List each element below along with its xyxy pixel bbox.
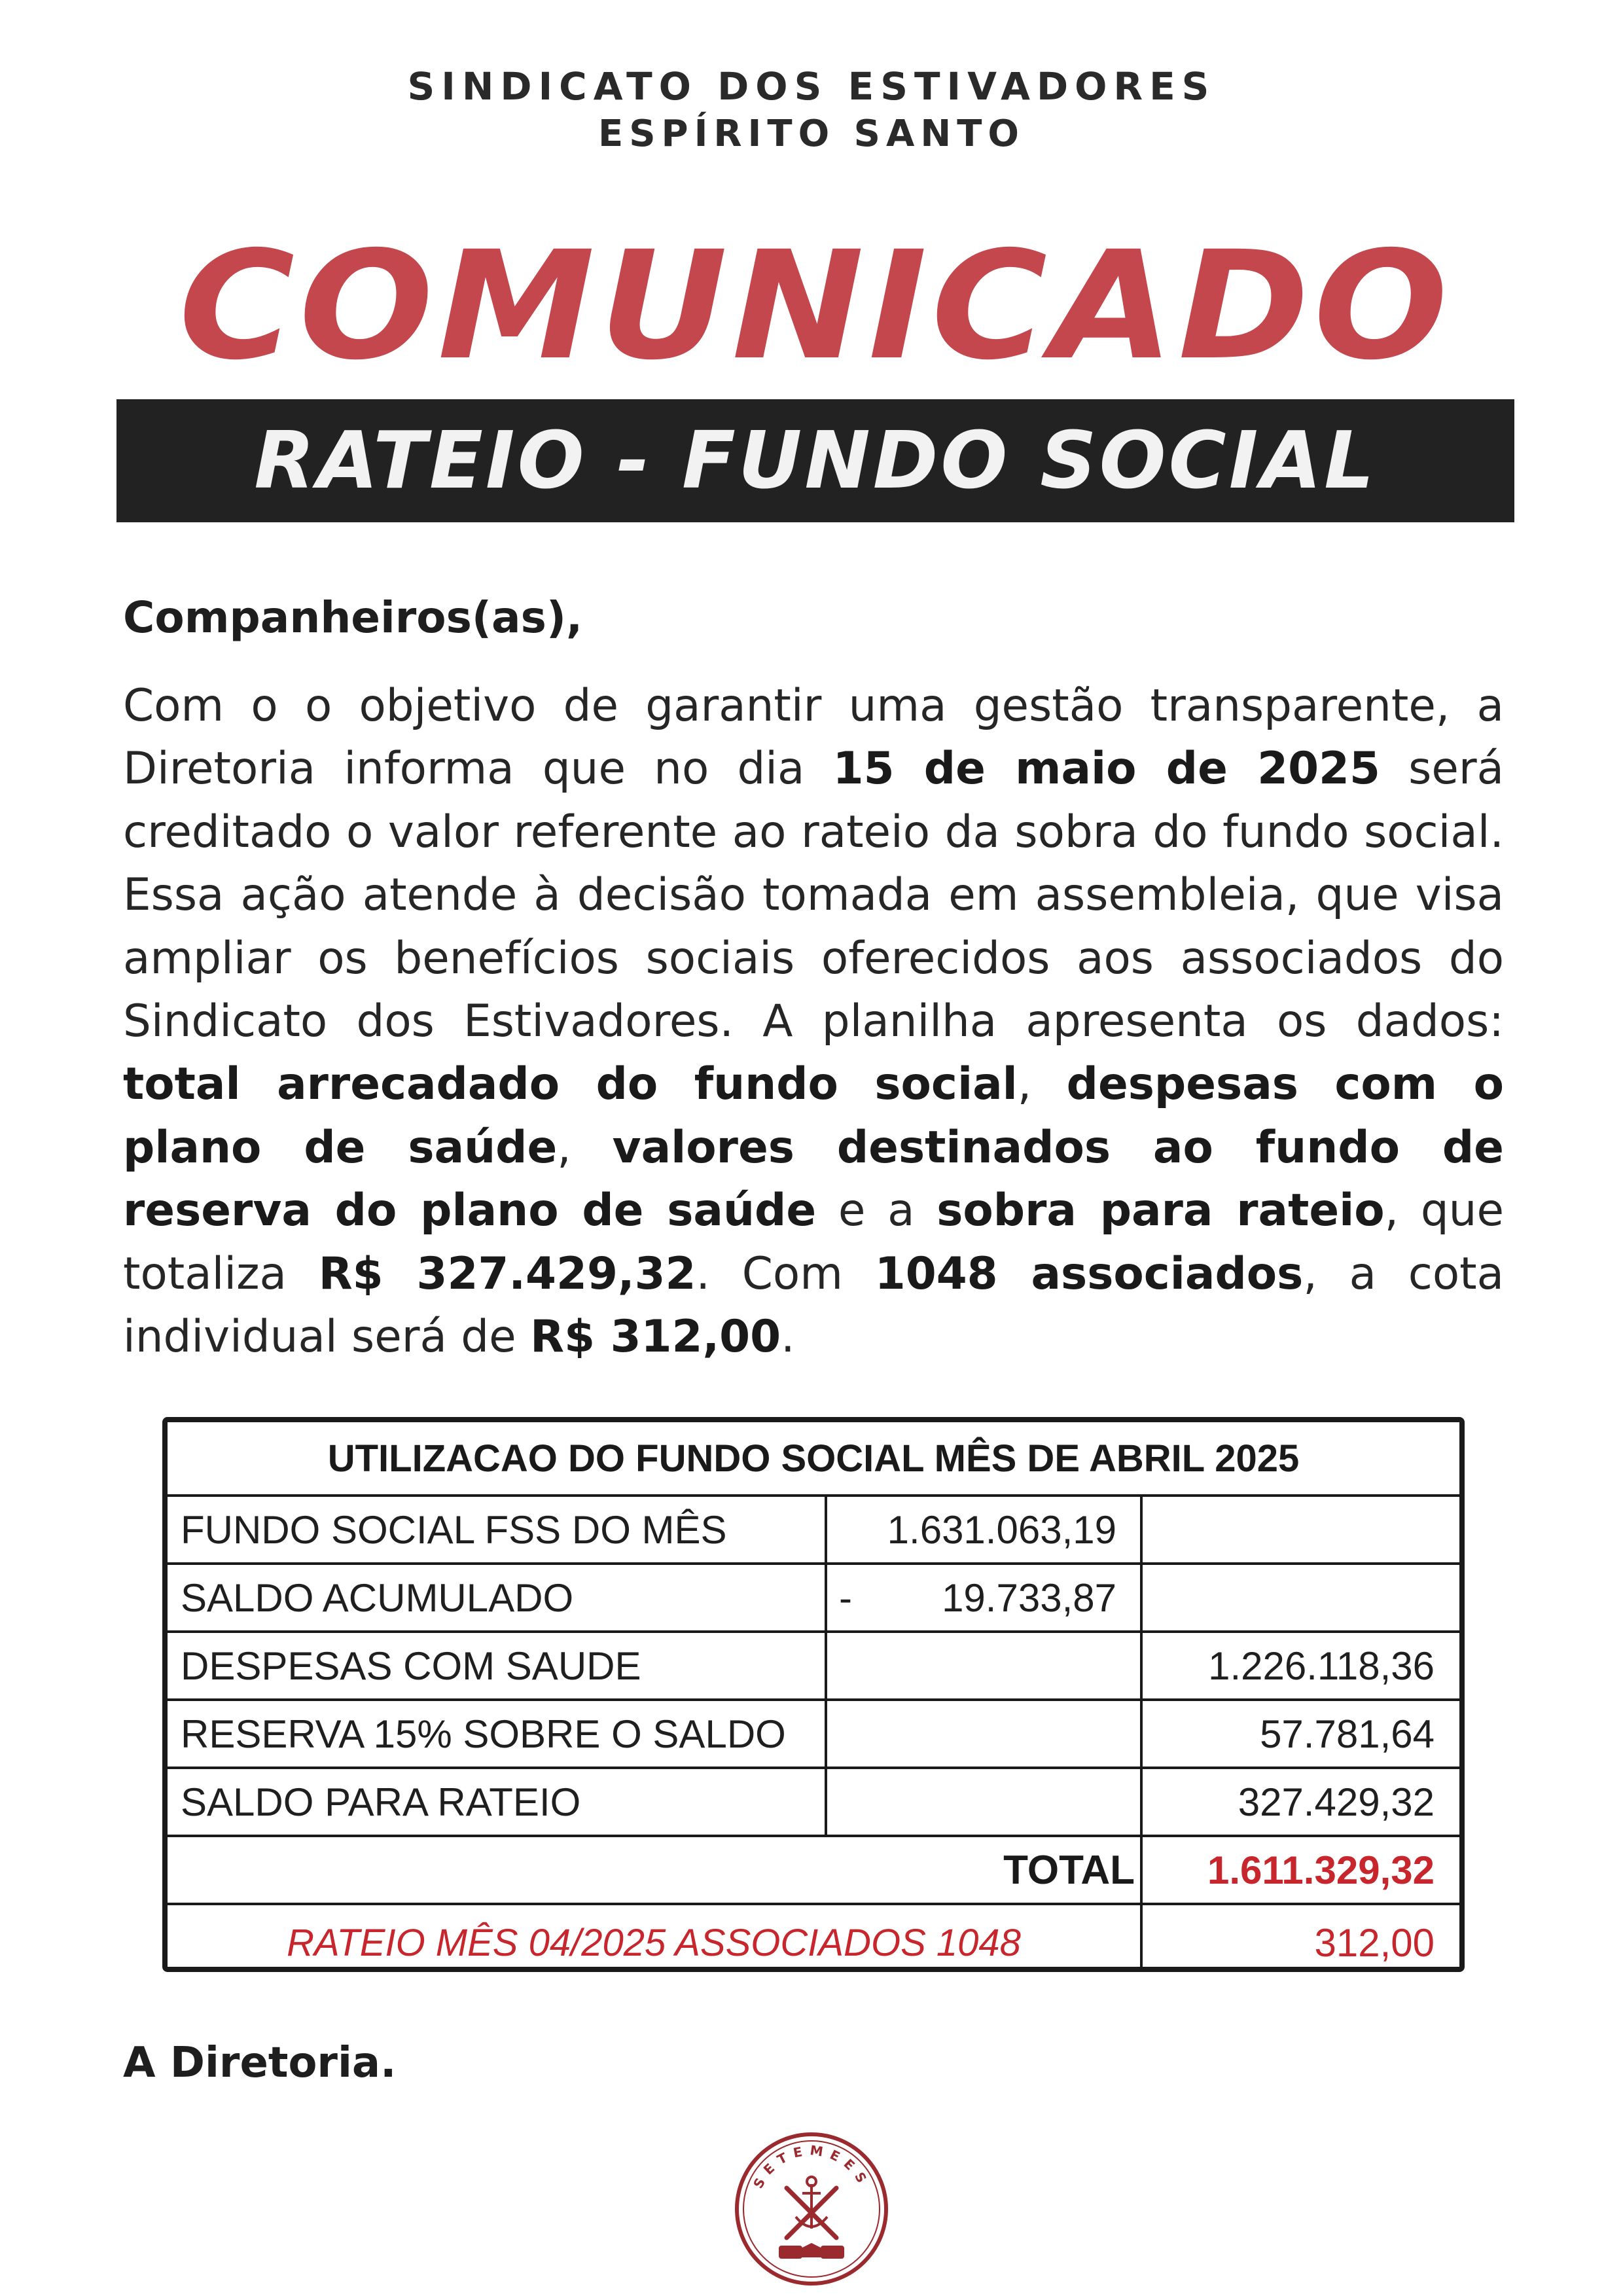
row-col2 [827,1497,1143,1562]
paragraph-bold-total: total arrecadado do fundo social [123,1058,1018,1110]
total-value: 1.611.329,32 [1207,1848,1435,1892]
value: 1.631.063,19 [887,1507,1116,1552]
sign: - [839,1575,852,1620]
table-rateio-row [168,1905,1459,1972]
paragraph-text: Com o o objetivo de garantir uma gestão transparente, a Diretoria informa que no dia [123,679,1504,795]
subtitle-banner [116,399,1514,522]
subtitle-text: RATEIO - FUNDO SOCIAL [254,415,1377,507]
total-label: TOTAL [168,1837,1143,1903]
table-row [168,1701,1459,1769]
paragraph-text: , [1017,1058,1067,1110]
table-row [168,1769,1459,1837]
row-label: DESPESAS COM SAUDE [168,1633,827,1698]
paragraph-text: , que totaliza [123,1184,1504,1299]
paragraph-text: , [557,1121,613,1173]
org-name-line1: SINDICATO DOS ESTIVADORES [407,64,1216,109]
row-label: SALDO PARA RATEIO [168,1769,827,1835]
paragraph-text: . Com [696,1247,875,1299]
org-name-line2: ESPÍRITO SANTO [597,113,1026,155]
row-col3 [1143,1565,1459,1630]
row-col2 [827,1701,1143,1767]
table-row [168,1565,1459,1633]
value: 19.733,87 [942,1575,1116,1620]
row-col3: 1.226.118,36 [1208,1643,1435,1688]
row-col3 [1143,1497,1459,1562]
row-label: FUNDO SOCIAL FSS DO MÊS [168,1497,827,1562]
union-logo [733,2130,890,2287]
table-row [168,1497,1459,1565]
table-row [168,1633,1459,1701]
fund-table [162,1417,1465,1972]
row-col3: 57.781,64 [1260,1712,1435,1756]
signoff: A Diretoria. [123,2039,397,2087]
row-col3: 327.429,32 [1238,1780,1435,1824]
body-paragraph [123,674,1504,1368]
row-col2 [827,1633,1143,1698]
row-col2 [827,1769,1143,1835]
paragraph-text: e a [816,1184,937,1236]
paragraph-bold-members: 1048 associados [874,1247,1304,1299]
page-title: COMUNICADO [179,219,1452,393]
row-col2 [827,1565,1143,1630]
paragraph-bold-date: 15 de maio de 2025 [832,742,1380,795]
row-label: RESERVA 15% SOBRE O SALDO [168,1701,827,1767]
paragraph-bold-quota: R$ 312,00 [530,1310,781,1363]
paragraph-text: será creditado o valor referente ao rateio da sobra do fundo social. Essa ação atende à decisão tomada em assembleia, que visa ampliar os benefícios sociais oferecidos aos associados do Sindicato dos Estivadores. A planilha apresenta os dados: [123,742,1504,1047]
row-label: SALDO ACUMULADO [168,1565,827,1630]
paragraph-bold-amount: R$ 327.429,32 [318,1247,696,1299]
paragraph-bold-expenses: despesas com o plano de saúde [123,1058,1504,1173]
paragraph-bold-reserve: valores destinados ao fundo de reserva do plano de saúde [123,1121,1504,1236]
paragraph-text: , a cota individual será de [123,1247,1504,1363]
logo-text: SETEMEES [750,2142,873,2191]
greeting: Companheiros(as), [123,592,583,643]
paragraph-text: . [781,1310,795,1363]
rateio-value: 312,00 [1314,1920,1435,1965]
table-title: UTILIZACAO DO FUNDO SOCIAL MÊS DE ABRIL 2025 [168,1422,1459,1497]
rateio-label: RATEIO MÊS 04/2025 ASSOCIADOS 1048 [168,1905,1143,1972]
table-total-row [168,1837,1459,1905]
paragraph-bold-surplus: sobra para rateio [936,1184,1385,1236]
